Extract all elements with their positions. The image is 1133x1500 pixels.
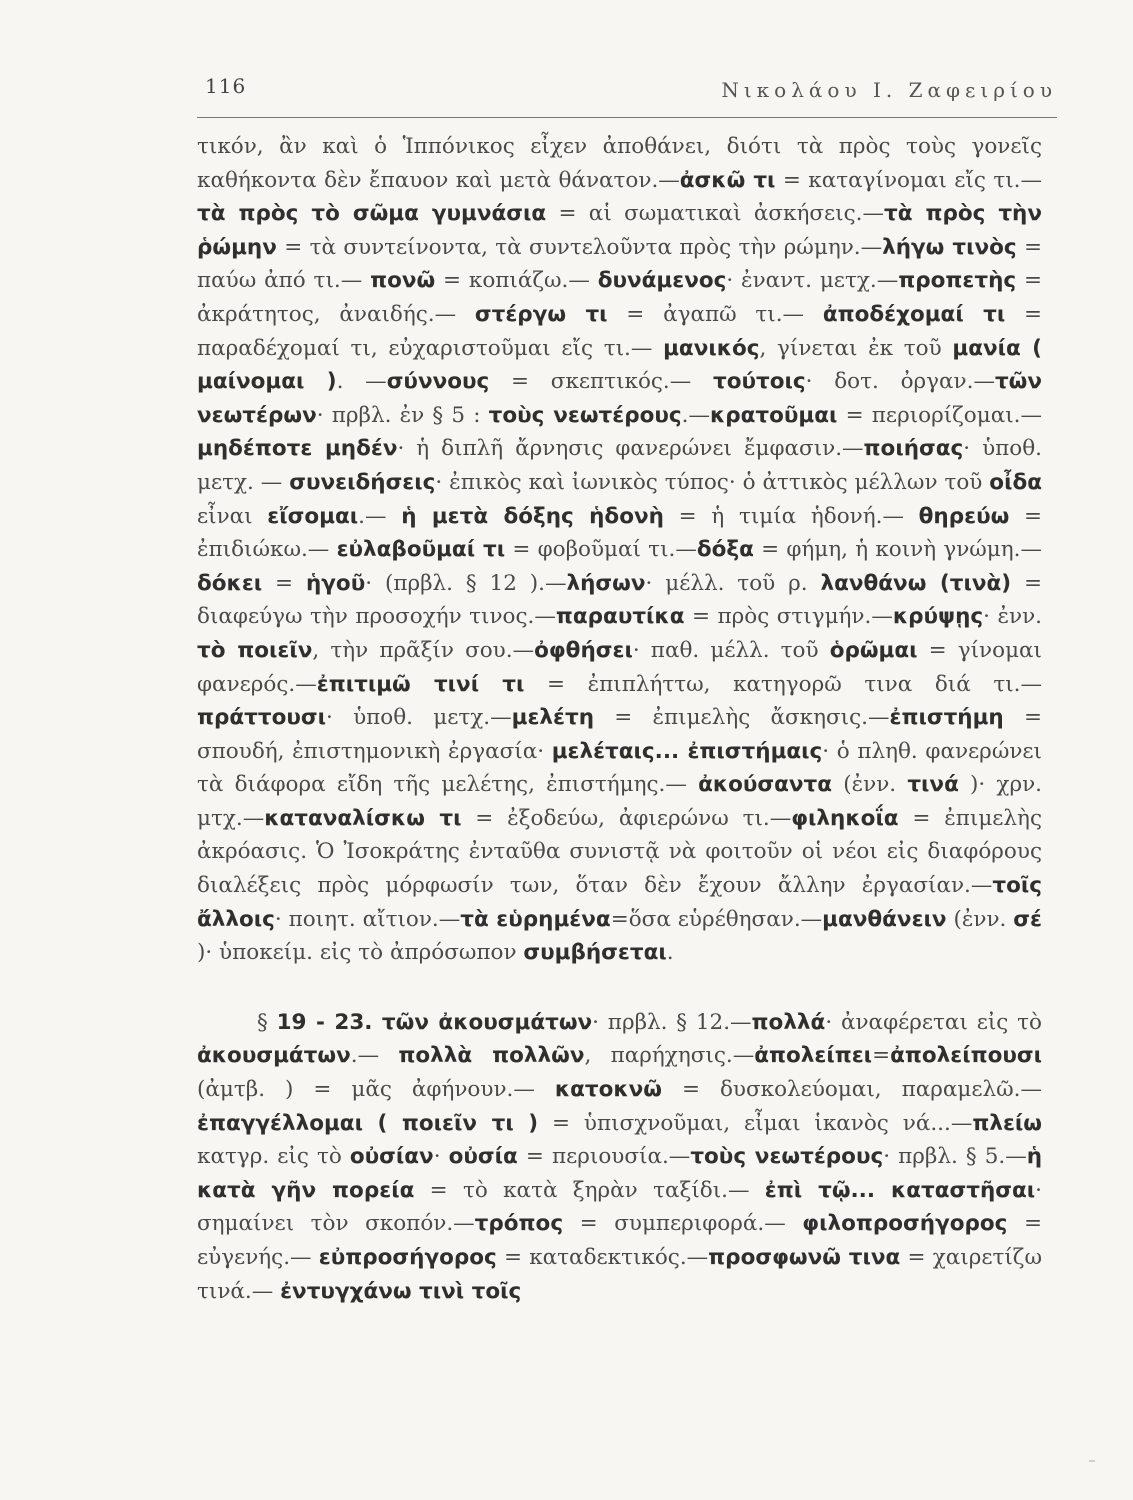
text-segment: . — [336, 369, 387, 395]
text-segment: § [257, 1009, 277, 1035]
bold-term: τὰ εὑρημένα [460, 906, 611, 932]
bold-term: ὀφθήσει [534, 637, 633, 663]
text-segment: = δυσκολεύομαι, παραμελῶ.— [662, 1077, 1042, 1103]
bold-term: ἐπὶ τῷ... καταστῆσαι [764, 1177, 1036, 1203]
bold-term: κρύψῃς [892, 604, 984, 630]
bold-term: καταναλίσκω τι [264, 805, 462, 831]
bold-term: ἀποδέχομαί τι [822, 301, 1006, 327]
text-segment: = ἀκράτητος, ἀναιδής.— [197, 268, 1042, 327]
bold-term: τοὺς νεωτέρους [488, 402, 682, 428]
bold-term: πολλὰ πολλῶν [398, 1043, 585, 1069]
text-segment: · ἐνν. [983, 604, 1042, 630]
bold-term: ἐντυγχάνω τινὶ τοῖς [280, 1278, 522, 1304]
text-segment: = κοπιάζω.— [435, 268, 598, 294]
bold-term: ἀπολείπει [754, 1043, 873, 1069]
bold-term: λήσων [566, 570, 646, 596]
text-segment: κατγρ. εἰς τὸ [197, 1144, 350, 1170]
text-segment: = περιουσία.— [517, 1144, 691, 1170]
bold-term: τὰ πρὸς τὸ σῶμα γυμνάσια [197, 201, 547, 227]
bold-term: τοῖς ἄλλοις [197, 873, 1042, 932]
text-segment: · ποιητ. αἴτιον.— [274, 906, 461, 932]
bold-term: πονῶ [370, 268, 436, 294]
bold-term: ποιήσας [863, 436, 964, 462]
text-segment: = συμπεριφορά.— [563, 1211, 803, 1237]
text-segment: (ἐνν. [832, 772, 908, 798]
bold-term: φιλοπροσήγορος [802, 1211, 1008, 1237]
text-segment: = χαιρετίζω τινά.— [197, 1245, 1042, 1304]
text-segment: · ἡ διπλῆ ἄρνησις φανερώνει ἔμφασιν.— [397, 436, 864, 462]
text-segment: = [262, 570, 306, 596]
text-segment: = παραδέχομαί τι, εὐχαριστοῦμαι εἴς τι.— [197, 301, 1042, 361]
text-segment: = καταδεκτικός.— [496, 1245, 709, 1270]
text-segment: · σημαίνει τὸν σκοπόν.— [197, 1177, 1043, 1237]
text-segment: (ἐνν. [946, 906, 1014, 932]
text-segment: = ἐπιδιώκω.— [197, 503, 1043, 563]
bold-term: παραυτίκα [555, 604, 685, 630]
text-segment: εἶναι [197, 503, 268, 529]
text-segment: · δοτ. ὀργαν.— [805, 369, 995, 395]
text-segment: · ὑποθ. μετχ. — [197, 436, 1043, 495]
text-segment: = φοβοῦμαί τι.— [505, 537, 697, 563]
bold-term: τὸ ποιεῖν [197, 637, 313, 663]
text-segment: = καταγίνομαι εἴς τι.— [775, 167, 1042, 193]
bold-term: σέ [1013, 906, 1042, 932]
text-segment: = ἀγαπῶ τι.— [607, 301, 823, 327]
paragraph [197, 130, 1042, 970]
text-segment: = [872, 1043, 891, 1069]
text-segment: .— [358, 503, 402, 529]
bold-term: ἡ κατὰ γῆν πορεία [197, 1144, 1043, 1203]
text-segment: (ἀμτβ. ) = μᾶς ἀφήνουν.— [197, 1077, 555, 1103]
bold-term: συνειδήσεις [289, 469, 436, 495]
bold-term: στέργω τι [474, 301, 608, 327]
text-segment: · πρβλ. § 12.— [592, 1009, 752, 1035]
bold-term: θηρεύω [918, 503, 1010, 529]
bold-term: τῶν νεωτέρων [197, 369, 1043, 428]
text-segment: = σκεπτικός.— [489, 369, 714, 395]
text-segment: = φήμη, ἡ κοινὴ γνώμη.— [753, 537, 1042, 563]
bold-term: πλείω [972, 1110, 1042, 1136]
paragraph [197, 1006, 1042, 1308]
bold-term: μανία ( μαίνομαι ) [197, 335, 1042, 395]
bold-term: ἀκούσαντα [698, 772, 833, 798]
bold-term: πολλά [751, 1009, 826, 1035]
text-segment: = περιορίζομαι.— [837, 402, 1043, 428]
body-text [197, 130, 1042, 1308]
text-segment: · ἀναφέρεται εἰς τὸ [825, 1009, 1042, 1035]
text-segment: . [666, 940, 674, 966]
text-segment: = ἐπιμελὴς ἄσκησις.— [594, 705, 890, 731]
text-segment: τικόν, ἂν καὶ ὁ Ἱππόνικος εἶχεν ἀποθάνει, διότι τὰ πρὸς τοὺς γονεῖς καθήκοντα δὲν ἔπαυον καὶ μετὰ θάνατον.— [197, 134, 1042, 193]
text-segment: = ἐπιμελὴς ἀκρόασις. Ὁ Ἰσοκράτης ἐνταῦθα συνιστᾷ νὰ φοιτοῦν οἱ νέοι εἰς διαφόρους διαλέξεις πρὸς μόρφωσίν των, ὅταν δὲν ἔχουν ἄλλην ἐργασίαν.— [197, 805, 1042, 899]
running-head: Νικολάου Ι. Ζαφειρίου [721, 78, 1057, 102]
bold-term: λανθάνω (τινὰ) [820, 570, 1012, 596]
text-segment: = ἐπιπλήττω, κατηγορῶ τινα διά τι.— [524, 671, 1042, 697]
bold-term: δόξα [696, 537, 754, 563]
bold-term: φιληκοΐα [791, 805, 899, 831]
text-segment: · ἐναντ. μετχ.— [726, 268, 899, 294]
text-segment: = πρὸς στιγμήν.— [684, 604, 893, 630]
text-segment: · μέλλ. τοῦ ρ. [645, 570, 821, 596]
bold-term: συμβήσεται [523, 940, 667, 966]
text-segment: · ὁ πληθ. φανερώνει τὰ διάφορα εἴδη τῆς μελέτης, ἐπιστήμης.— [197, 738, 1042, 798]
bold-term: οὐσία [448, 1144, 518, 1170]
bold-term: μηδέποτε μηδέν [197, 436, 398, 462]
bold-term: μελέτη [511, 705, 595, 731]
bold-term: κρατοῦμαι [709, 402, 838, 428]
text-segment: · ὑποθ. μετχ.— [326, 705, 512, 731]
text-segment: = εὐγενής.— [197, 1211, 1042, 1270]
text-segment: = ἡ τιμία ἡδονή.— [663, 503, 919, 529]
page-mark [1089, 1460, 1095, 1462]
bold-term: ἀσκῶ τι [679, 167, 776, 193]
bold-term: τὰ πρὸς τὴν ῥώμην [197, 201, 1043, 260]
bold-term: δόκει [197, 570, 263, 596]
bold-term: λήγω τινὸς [882, 234, 1017, 260]
bold-term: ὁρῶμαι [829, 637, 918, 663]
bold-term: μελέταις... ἐπιστήμαις [551, 738, 823, 764]
bold-term: ἀπολείπουσι [890, 1043, 1042, 1069]
text-segment: · παθ. μέλλ. τοῦ [632, 637, 830, 663]
text-segment: =ὅσα εὑρέθησαν.— [610, 906, 823, 932]
bold-term: ἐπιτιμῶ τινί τι [316, 671, 525, 697]
text-segment: .— [681, 402, 710, 428]
bold-term: ἐπιστήμη [889, 705, 1004, 731]
bold-term: προπετὴς [898, 268, 1017, 294]
text-segment: , τὴν πρᾶξίν σου.— [312, 637, 535, 663]
bold-term: εἴσομαι [267, 503, 359, 529]
text-segment: = σπουδή, ἐπιστημονικὴ ἐργασία· [197, 705, 1042, 764]
text-segment: = ἐξοδεύω, ἀφιερώνω τι.— [461, 805, 792, 831]
text-segment: = αἱ σωματικαὶ ἀσκήσεις.— [546, 201, 884, 227]
text-segment: · (πρβλ. § 12 ).— [365, 570, 567, 596]
bold-term: προσφωνῶ τινα [708, 1245, 901, 1270]
bold-term: ἀκουσμάτων [197, 1043, 351, 1069]
text-segment: )· χρν. μτχ.— [197, 772, 1042, 831]
bold-term: πράττουσι [197, 705, 327, 731]
bold-term: δυνάμενος [597, 268, 727, 294]
bold-term: 19 - 23. τῶν ἀκουσμάτων [276, 1009, 593, 1035]
text-segment: · πρβλ. ἐν § 5 : [316, 402, 489, 428]
text-segment: · πρβλ. § 5.— [883, 1144, 1027, 1170]
text-segment: .— [350, 1043, 399, 1069]
header-rule [197, 117, 1057, 118]
text-segment: = τὸ κατὰ ξηρὰν ταξίδι.— [414, 1177, 765, 1203]
text-segment: , παρήχησις.— [584, 1043, 755, 1069]
text-segment: = γίνομαι φανερός.— [197, 637, 1042, 697]
bold-term: τινά [907, 772, 959, 798]
bold-term: κατοκνῶ [554, 1077, 662, 1103]
bold-term: τούτοις [713, 369, 806, 395]
bold-term: οἶδα [989, 469, 1042, 495]
bold-term: μανθάνειν [822, 906, 947, 932]
text-segment: · ἐπικὸς καὶ ἰωνικὸς τύπος· ὁ ἀττικὸς μέλλων τοῦ [435, 469, 990, 495]
bold-term: μανικός [663, 335, 760, 361]
text-segment: = διαφεύγω τὴν προσοχήν τινος.— [197, 570, 1042, 630]
bold-term: ἡ μετὰ δόξης ἡδονὴ [401, 503, 664, 529]
text-segment: = τὰ συντείνοντα, τὰ συντελοῦντα πρὸς τὴν ρώμην.— [276, 234, 883, 260]
text-segment: = ὑπισχνοῦμαι, εἶμαι ἱκανὸς νά...— [538, 1110, 973, 1136]
bold-term: τοὺς νεωτέρους [690, 1144, 884, 1170]
text-segment: = παύω ἀπό τι.— [197, 234, 1042, 294]
bold-term: εὐλαβοῦμαί τι [336, 537, 506, 563]
page-number: 116 [205, 74, 247, 98]
page-header [197, 70, 1057, 110]
text-segment: , γίνεται ἐκ τοῦ [759, 335, 953, 361]
bold-term: τρόπος [474, 1211, 564, 1237]
bold-term: οὐσίαν [349, 1144, 434, 1170]
text-segment: )· ὑποκείμ. εἰς τὸ ἀπρόσωπον [197, 940, 524, 966]
text-segment: · [433, 1144, 449, 1170]
bold-term: σύννους [386, 369, 490, 395]
bold-term: εὐπροσήγορος [318, 1245, 497, 1270]
bold-term: ἡγοῦ [305, 570, 366, 596]
bold-term: ἐπαγγέλλομαι ( ποιεῖν τι ) [197, 1110, 539, 1136]
